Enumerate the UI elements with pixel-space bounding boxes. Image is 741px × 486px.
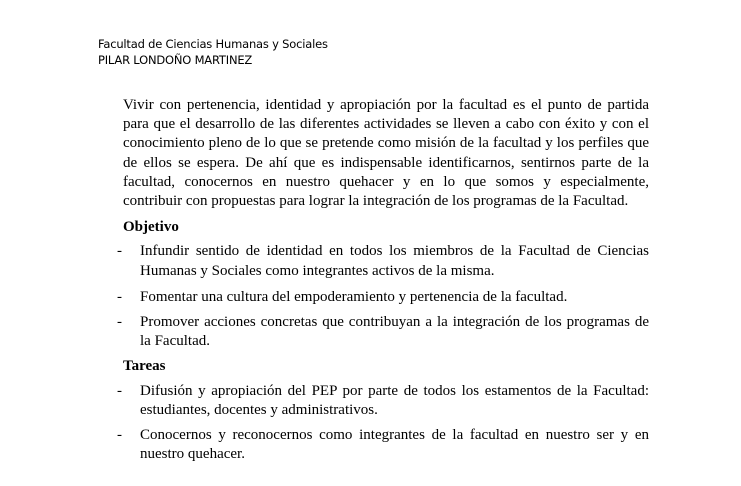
faculty-name: Facultad de Ciencias Humanas y Sociales bbox=[98, 37, 328, 51]
bullet-dash: - bbox=[117, 243, 122, 260]
list-item bbox=[117, 382, 649, 420]
bullet-dash: - bbox=[117, 288, 122, 305]
list-item bbox=[117, 242, 649, 280]
intro-paragraph: Vivir con pertenencia, identidad y apropiación por la facultad es el punto de partida para que el desarrollo de las diferentes actividades se lleven a cabo con éxito y con el conocimiento pleno de lo que se pretende como misión de la facultad y los perfiles que de ellos se espera. De ahí que es indispensable identificarnos, sentirnos parte de la facultad, conocernos en nuestro quehacer y en lo que somos y especialmente, contribuir con propuestas para lograr la integración de los programas de la Facultad. bbox=[123, 97, 649, 210]
list-item-text: Difusión y apropiación del PEP por parte de todos los estamentos de la Facultad: estudiantes, docentes y administrativos. bbox=[140, 382, 649, 418]
page-header bbox=[98, 36, 328, 68]
objective-heading: Objetivo bbox=[123, 219, 179, 236]
list-item bbox=[117, 313, 649, 351]
document-body bbox=[117, 96, 649, 464]
author-name: PILAR LONDOÑO MARTINEZ bbox=[98, 53, 253, 67]
list-item bbox=[117, 426, 649, 464]
tasks-heading: Tareas bbox=[123, 358, 166, 375]
list-item-text: Promover acciones concretas que contribuyan a la integración de los programas de la Facultad. bbox=[140, 314, 649, 350]
bullet-dash: - bbox=[117, 314, 122, 331]
list-item bbox=[117, 288, 649, 307]
list-item-text: Conocernos y reconocernos como integrantes de la facultad en nuestro ser y en nuestro quehacer. bbox=[140, 427, 649, 463]
list-item-text: Fomentar una cultura del empoderamiento y pertenencia de la facultad. bbox=[140, 288, 568, 305]
tasks-list bbox=[117, 382, 649, 465]
objective-list bbox=[117, 242, 649, 351]
bullet-dash: - bbox=[117, 427, 122, 444]
list-item-text: Infundir sentido de identidad en todos los miembros de la Facultad de Ciencias Humanas y Sociales como integrantes activos de la misma. bbox=[140, 243, 649, 279]
bullet-dash: - bbox=[117, 382, 122, 399]
